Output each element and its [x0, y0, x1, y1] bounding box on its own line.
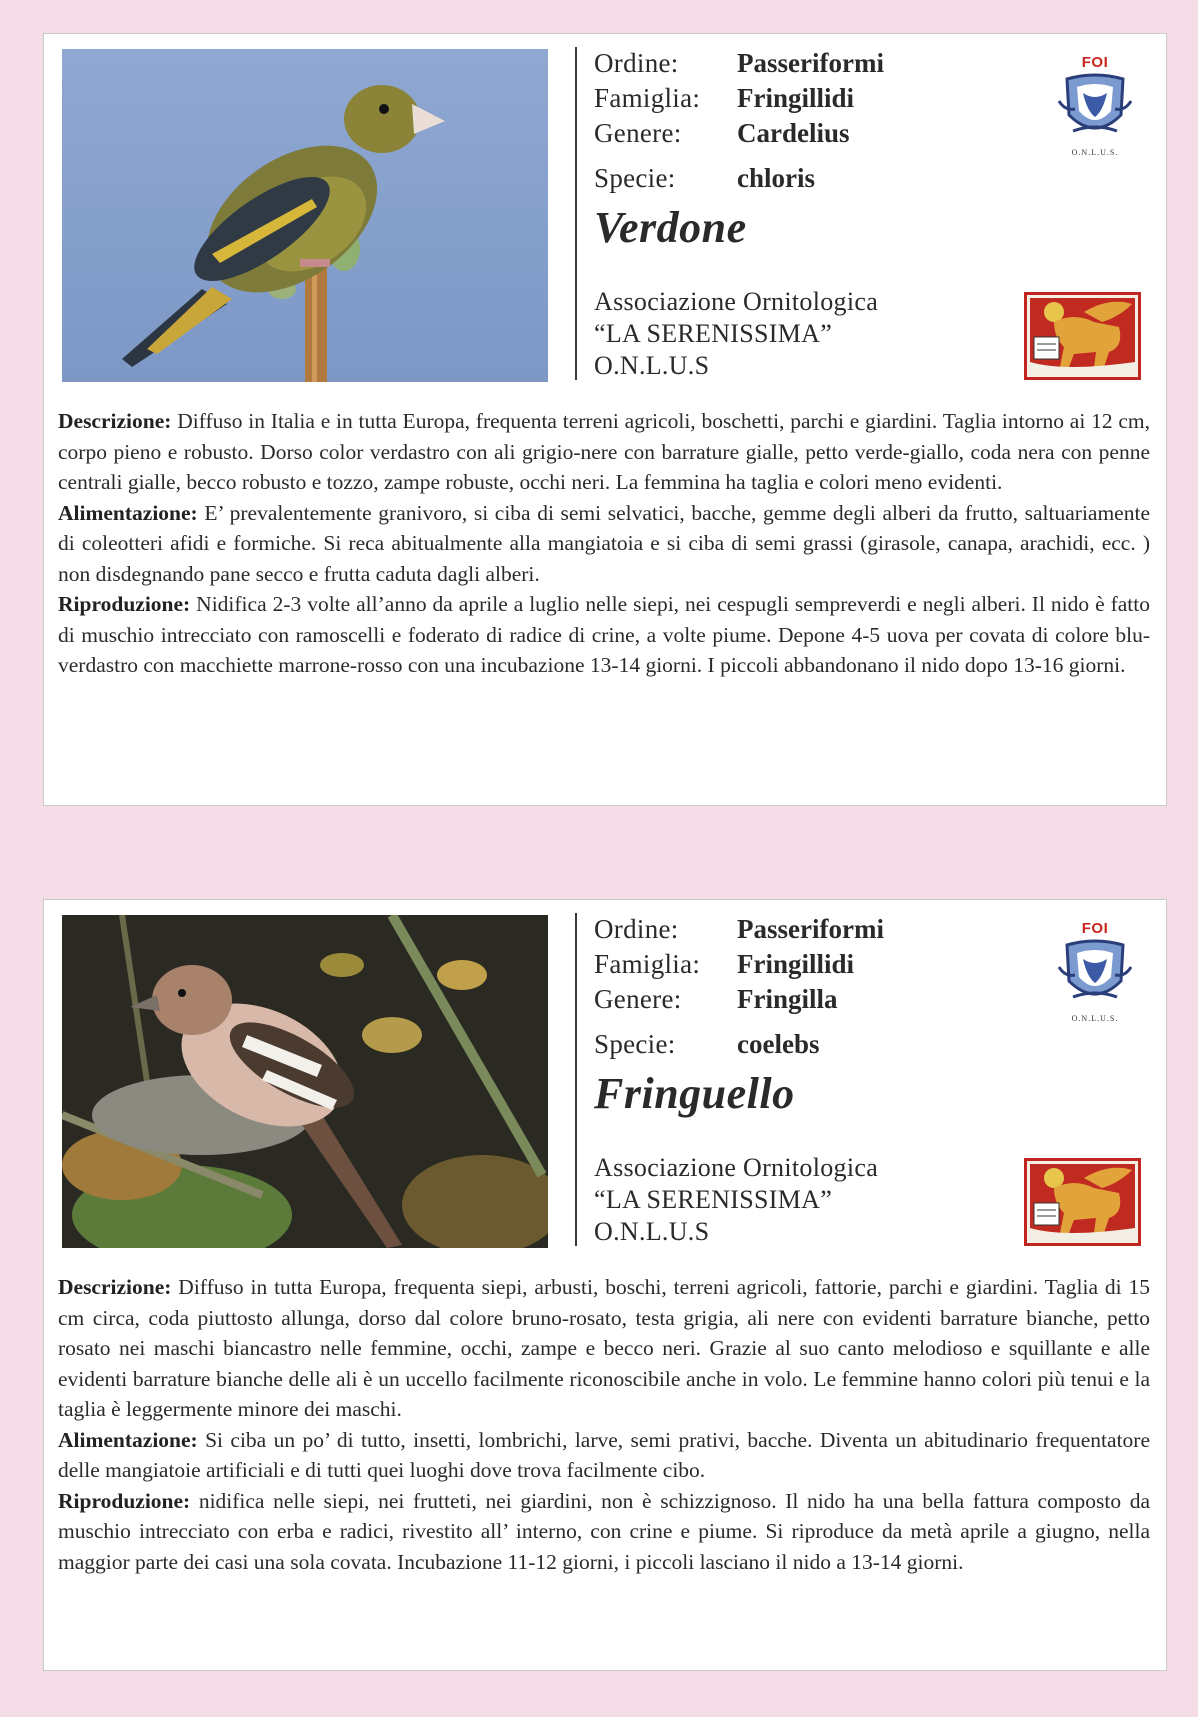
species-card-verdone: [43, 33, 1167, 806]
family-value: Fringillidi: [737, 949, 855, 979]
description-body: Diffuso in Italia e in tutta Europa, frequenta terreni agricoli, boschetti, parchi e giardini. Taglia intorno ai 12 cm, corpo pieno e robusto. Dorso color verdastro con ali grigio-nere con barrature gialle, petto verde-giallo, coda nera con penne centrali gialle, becco robusto e tozzo, zampe robuste, occhi neri. La femmina ha taglia e colori meno evidenti.: [58, 409, 1150, 494]
feeding-paragraph: [58, 1425, 1150, 1486]
association-line-3: O.N.L.U.S: [594, 351, 710, 380]
order-value: Passeriformi: [737, 48, 884, 78]
feeding-paragraph: [58, 498, 1150, 590]
order-label: Ordine:: [594, 48, 679, 78]
genus-label: Genere:: [594, 118, 682, 148]
description-body: Diffuso in tutta Europa, frequenta siepi, arbusti, boschi, terreni agricoli, fattorie, parchi e giardini. Taglia di 15 cm circa, coda piuttosto allunga, dorso dal colore bruno-rosato, testa grigia, ali nere con evidenti barrature bianche, petto rosato nei maschi biancastro nelle femmine, occhi, zampe e becco neri. Grazie al suo canto melodioso e squillante e alle evidenti barrature bianche delle ali è un uccello facilmente riconoscibile anche in volo. Le femmine hanno colori più tenui e la taglia è leggermente minore dei maschi.: [58, 1275, 1150, 1421]
association-line-2: “LA SERENISSIMA”: [594, 1185, 833, 1214]
description-label: Descrizione:: [58, 409, 172, 433]
foi-logo: [1050, 920, 1140, 1030]
lion-of-san-marco-logo: [1024, 1158, 1141, 1246]
taxonomy: [594, 912, 884, 1062]
foi-logo-subtitle: O.N.L.U.S.: [1071, 148, 1119, 157]
species-value: chloris: [737, 163, 815, 193]
association-line-3: O.N.L.U.S: [594, 1217, 710, 1246]
taxonomy-family: [594, 81, 884, 116]
association-line-2: “LA SERENISSIMA”: [594, 319, 833, 348]
bird-photo-fringuello: [62, 915, 548, 1248]
reproduction-label: Riproduzione:: [58, 1488, 191, 1513]
genus-label: Genere:: [594, 984, 682, 1014]
reproduction-paragraph: [58, 1486, 1150, 1578]
order-label: Ordine:: [594, 914, 679, 944]
species-label: Specie:: [594, 163, 676, 193]
foi-logo-subtitle: O.N.L.U.S.: [1071, 1014, 1119, 1023]
feeding-label: Alimentazione:: [58, 1427, 198, 1452]
species-label: Specie:: [594, 1029, 676, 1059]
reproduction-body: nidifica nelle siepi, nei frutteti, nei giardini, non è schizzignoso. Il nido ha una bella fattura composto da muschio intrecciato con erba e radici, rivestito all’ interno, con crine e piume. Si riproduce da metà aprile a giugno, nella maggior parte dei casi una sola covata. Incubazione 11-12 giorni, i piccoli lasciano il nido a 13-14 giorni.: [58, 1488, 1150, 1574]
description-text: [58, 1272, 1150, 1577]
description-paragraph: [58, 406, 1150, 498]
foi-logo: [1050, 54, 1140, 164]
association-block: [594, 1152, 878, 1248]
foi-logo-text: FOI: [1081, 54, 1109, 71]
taxonomy-order: [594, 46, 884, 81]
feeding-body: E’ prevalentemente granivoro, si ciba di semi selvatici, bacche, gemme degli alberi da frutto, saltuariamente di coleotteri afidi e formiche. Si reca abitualmente alla mangiatoia e si ciba di semi grassi (girasole, canapa, arachidi, ecc. ) non disdegnando pane secco e frutta caduta dagli alberi.: [58, 500, 1150, 586]
lion-of-san-marco-logo: [1024, 292, 1141, 380]
divider-line: [575, 913, 577, 1246]
species-card-fringuello: [43, 899, 1167, 1671]
taxonomy: [594, 46, 884, 196]
reproduction-body: Nidifica 2-3 volte all’anno da aprile a luglio nelle siepi, nei cespugli sempreverdi e negli alberi. Il nido è fatto di muschio intrecciato con ramoscelli e foderato di radice di crine, a volte piume. Depone 4-5 uova per covata di colore blu-verdastro con macchiette marrone-rosso con una incubazione 13-14 giorni. I piccoli abbandonano il nido dopo 13-16 giorni.: [58, 592, 1150, 677]
foi-emblem-icon: [1055, 71, 1135, 143]
description-paragraph: [58, 1272, 1150, 1425]
foi-logo-text: FOI: [1081, 920, 1109, 937]
description-label: Descrizione:: [58, 1275, 172, 1299]
taxonomy-genus: [594, 116, 884, 151]
genus-value: Cardelius: [737, 118, 850, 148]
common-name: Verdone: [594, 203, 747, 252]
divider-line: [575, 47, 577, 380]
association-line-1: Associazione Ornitologica: [594, 1153, 879, 1182]
feeding-label: Alimentazione:: [58, 500, 198, 525]
reproduction-label: Riproduzione:: [58, 592, 191, 616]
taxonomy-genus: [594, 982, 884, 1017]
bird-photo-verdone: [62, 49, 548, 382]
association-line-1: Associazione Ornitologica: [594, 287, 879, 316]
description-text: [58, 406, 1150, 681]
association-block: [594, 286, 878, 382]
feeding-body: Si ciba un po’ di tutto, insetti, lombrichi, larve, semi prativi, bacche. Diventa un abitudinario frequentatore delle mangiatoie artificiali e di tutti quei luoghi dove trova facilmente cibo.: [58, 1427, 1150, 1482]
taxonomy-order: [594, 912, 884, 947]
taxonomy-species: [594, 161, 884, 196]
family-label: Famiglia:: [594, 83, 701, 113]
taxonomy-species: [594, 1027, 884, 1062]
order-value: Passeriformi: [737, 914, 884, 944]
genus-value: Fringilla: [737, 984, 838, 1014]
taxonomy-family: [594, 947, 884, 982]
common-name: Fringuello: [594, 1069, 795, 1118]
reproduction-paragraph: [58, 589, 1150, 681]
species-value: coelebs: [737, 1029, 820, 1059]
family-value: Fringillidi: [737, 83, 855, 113]
family-label: Famiglia:: [594, 949, 701, 979]
foi-emblem-icon: [1055, 937, 1135, 1009]
